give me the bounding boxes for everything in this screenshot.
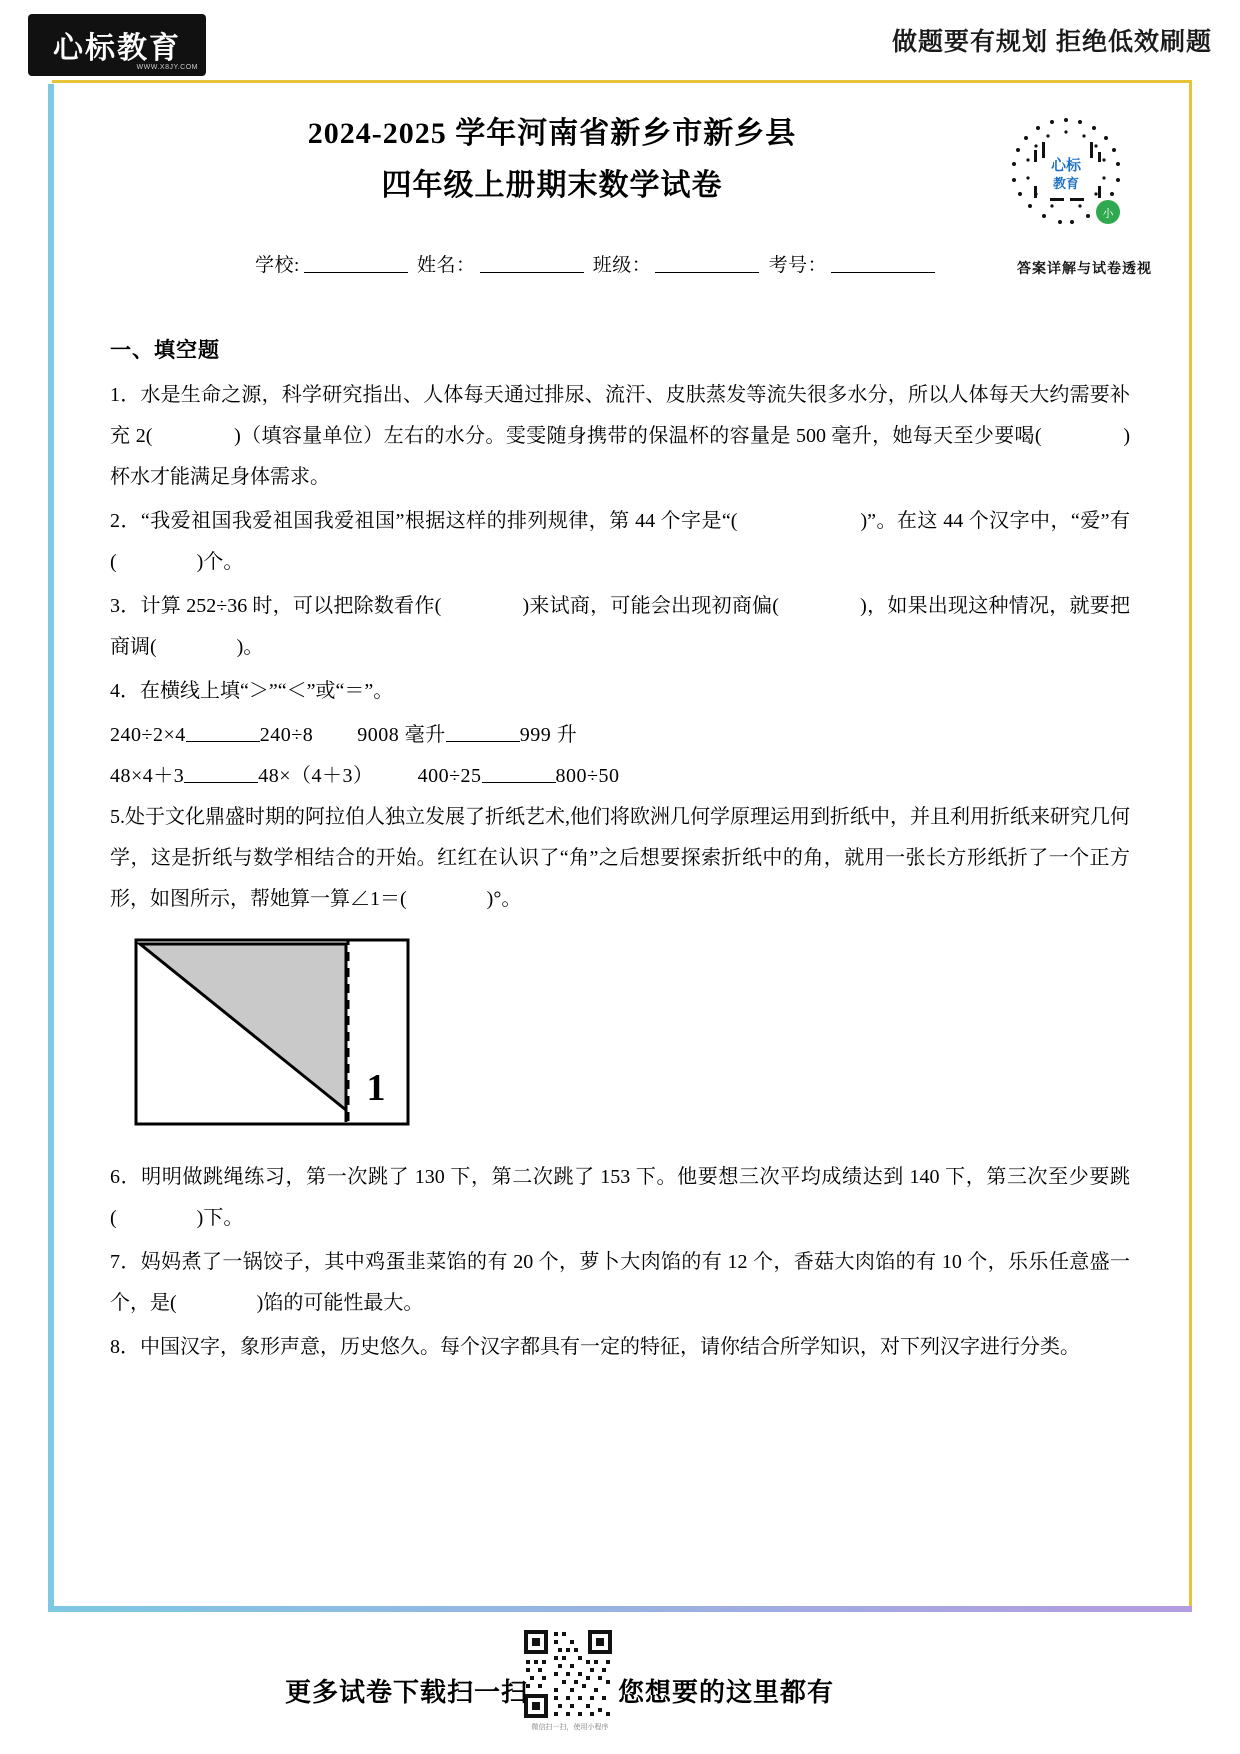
svg-text:心标: 心标 xyxy=(1050,157,1082,174)
page-title-line2: 四年级上册期末数学试卷 xyxy=(381,169,723,202)
brand-logo-text: 心标教育 xyxy=(53,32,181,65)
compare-1-right: 240÷8 xyxy=(259,724,314,746)
compare-2-left: 48×4＋3 xyxy=(110,765,185,787)
section-heading-fill-in-blank: 一、填空题 xyxy=(110,339,220,362)
student-info-line xyxy=(255,250,939,277)
school-input[interactable] xyxy=(304,254,408,273)
svg-text:教育: 教育 xyxy=(1052,176,1080,191)
compare-row-1 xyxy=(110,715,1130,756)
footer-text-left: 更多试卷下载扫一扫 xyxy=(285,1677,529,1707)
compare-2-right2: 800÷50 xyxy=(555,765,620,787)
question-3: 3．计算 252÷36 时，可以把除数看作( )来试商，可能会出现初商偏( )，如果出现这种情况，就要把商调( )。 xyxy=(110,595,1130,658)
header-slogan: 做题要有规划 拒绝低效刷题 xyxy=(892,28,1212,56)
exam-number-label: 考号： xyxy=(768,255,828,276)
angle-label: 1 xyxy=(366,1067,386,1109)
footer-qr-caption: 微信扫一扫，使用小程序 xyxy=(531,1724,609,1731)
class-input[interactable] xyxy=(655,254,759,273)
folded-paper-figure xyxy=(128,932,1130,1147)
qr-caption: 答案详解与试卷透视 xyxy=(1017,260,1152,276)
compare-1-right2: 999 升 xyxy=(519,724,578,746)
document-title-block xyxy=(52,108,1052,212)
page-frame-bottom-bar xyxy=(48,1606,1192,1612)
compare-2-blank-b[interactable] xyxy=(482,766,556,783)
name-label: 姓名： xyxy=(417,255,476,276)
question-5: 5.处于文化鼎盛时期的阿拉伯人独立发展了折纸艺术,他们将欧洲几何学原理运用到折纸中，并且利用折纸来研究几何学，这是折纸与数学相结合的开始。红红在认识了“角”之后想要探索折纸中的角，就用一张长方形纸折了一个正方形，如图所示，帮她算一算∠1＝( )°。 xyxy=(110,806,1130,910)
question-4: 4．在横线上填“＞”“＜”或“＝”。 xyxy=(110,680,394,702)
brand-logo-url: WWW.X8JY.COM xyxy=(136,64,198,71)
compare-2-blank-a[interactable] xyxy=(184,766,258,783)
qr-code-icon xyxy=(1004,112,1128,236)
class-label: 班级： xyxy=(592,255,652,276)
compare-1-blank-b[interactable] xyxy=(446,725,520,742)
compare-row-2 xyxy=(110,756,1130,797)
question-6: 6．明明做跳绳练习，第一次跳了 130 下，第二次跳了 153 下。他要想三次平均成绩达到 140 下，第三次至少要跳( )下。 xyxy=(110,1166,1130,1229)
page-footer xyxy=(0,1626,1240,1754)
question-1: 1．水是生命之源，科学研究指出、人体每天通过排尿、流汗、皮肤蒸发等流失很多水分，所以人体每天大约需要补充 2( )（填容量单位）左右的水分。雯雯随身携带的保温杯的容量是 500 毫升，她每天至少要喝( )杯水才能满足身体需求。 xyxy=(110,384,1130,488)
footer-qr-code[interactable] xyxy=(520,1626,616,1722)
footer-qr-icon xyxy=(520,1626,616,1722)
footer-text-right: 您想要的这里都有 xyxy=(618,1677,835,1707)
compare-1-left: 240÷2×4 xyxy=(110,724,186,746)
school-label: 学校: xyxy=(255,255,300,276)
brand-logo xyxy=(28,14,206,76)
answer-qr-code[interactable] xyxy=(1004,112,1128,236)
geometry-figure-icon xyxy=(128,932,428,1132)
exam-content xyxy=(110,330,1130,1371)
page-header xyxy=(0,0,1240,88)
svg-text:小: 小 xyxy=(1102,208,1114,220)
compare-1-left2: 9008 毫升 xyxy=(357,724,446,746)
page-frame-left-bar xyxy=(48,84,54,1610)
question-7: 7．妈妈煮了一锅饺子，其中鸡蛋韭菜馅的有 20 个，萝卜大肉馅的有 12 个，香菇大肉馅的有 10 个，乐乐任意盛一个，是( )馅的可能性最大。 xyxy=(110,1251,1130,1314)
name-input[interactable] xyxy=(480,254,584,273)
exam-number-input[interactable] xyxy=(831,254,935,273)
compare-2-right: 48×（4＋3） xyxy=(258,765,374,787)
question-2: 2．“我爱祖国我爱祖国我爱祖国”根据这样的排列规律，第 44 个字是“( )”。在这 44 个汉字中，“爱”有( )个。 xyxy=(110,510,1130,573)
compare-2-left2: 400÷25 xyxy=(417,765,482,787)
page-title-line1: 2024-2025 学年河南省新乡市新乡县 xyxy=(307,117,797,150)
compare-1-blank-a[interactable] xyxy=(186,725,260,742)
question-8: 8．中国汉字，象形声意，历史悠久。每个汉字都具有一定的特征，请你结合所学知识，对下列汉字进行分类。 xyxy=(110,1336,1080,1358)
